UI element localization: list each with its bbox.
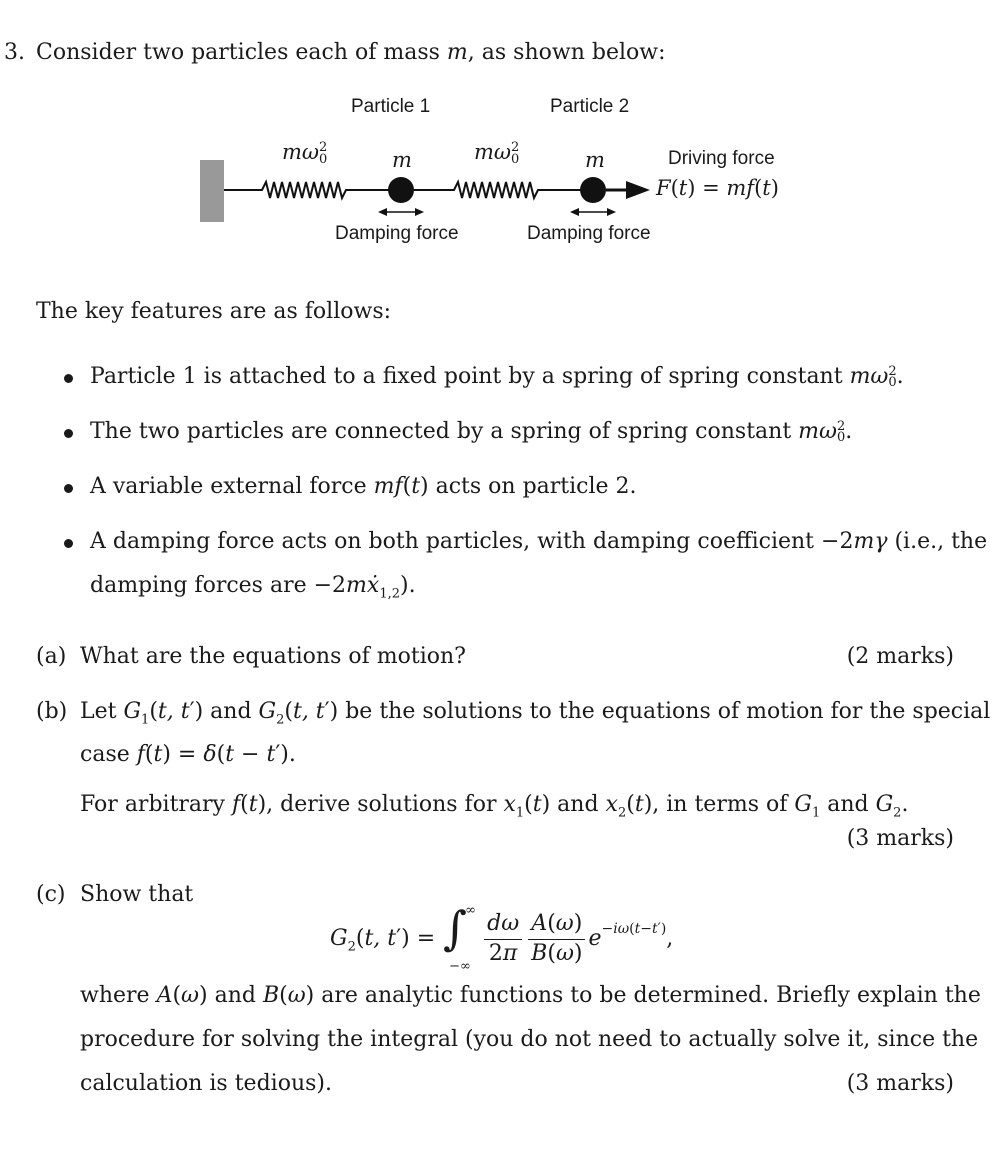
problem-number: 3.: [4, 40, 25, 65]
spring-2: [414, 182, 581, 198]
part-a-label: (a): [36, 644, 67, 669]
part-b-text-line2: case f(t) = δ(t − t′).: [80, 742, 296, 767]
mass2-label: m: [585, 148, 605, 172]
fixed-wall: [200, 160, 224, 222]
feature-4-line2: damping forces are −2mẋ$_{1,2}$).: [90, 573, 416, 602]
part-a-text: What are the equations of motion?: [80, 644, 466, 669]
part-c-text-line4: calculation is tedious).: [80, 1071, 332, 1096]
part-b-text-line3: For arbitrary f(t), derive solutions for $x_1(t)$ and $x_2(t)$, in terms of $G_1$ and $G_2$.: [80, 792, 909, 821]
particle-2: [580, 177, 606, 203]
part-c-equation: $G_2(t$, t′) = ∫ ∞ −∞ $\frac{d\omega}{2\pi}$ $\frac{A(\omega)}{B(\omega)}$ $e^{-i\omega(t-t')}$,: [330, 901, 674, 974]
mass1-label: m: [392, 148, 412, 172]
features-intro: The key features are as follows:: [36, 299, 392, 324]
particle1-label: Particle 1: [351, 96, 431, 117]
part-c-text-line3: procedure for solving the integral (you do not need to actually solve it, since the: [80, 1027, 979, 1052]
spring2-label: mω 2 0: [474, 140, 520, 167]
part-b-text-line1: Let $G_1(t$, t′) and $G_2(t$, t′) be the solutions to the equations of motion for the special: [80, 699, 991, 728]
damping-arrow-2: [570, 208, 616, 216]
spring1-label: mω 2 0: [282, 140, 328, 167]
part-c-label: (c): [36, 882, 66, 907]
diagram-graphics: [180, 90, 840, 250]
part-b-label: (b): [36, 699, 68, 724]
part-c-text-line1: Show that: [80, 882, 194, 907]
particle-diagram: [180, 90, 840, 250]
damping2-label: Damping force: [527, 223, 651, 244]
feature-1: Particle 1 is attached to a fixed point by a spring of spring constant mω 2 0 .: [90, 363, 904, 390]
particle2-label: Particle 2: [550, 96, 630, 117]
part-b-marks: (3 marks): [846, 826, 954, 851]
feature-4-line1: A damping force acts on both particles, with damping coefficient −2mγ (i.e., the: [90, 529, 988, 554]
driving-force-arrowhead: [626, 181, 650, 199]
part-c-text-line2: where A(ω) and B(ω) are analytic functions to be determined. Briefly explain the: [80, 983, 981, 1008]
feature-3: A variable external force mf(t) acts on particle 2.: [90, 474, 637, 499]
driving-force-label: Driving force: [668, 148, 775, 169]
bullet-2: [64, 429, 73, 438]
spring-1: [224, 182, 390, 198]
part-a-marks: (2 marks): [846, 644, 954, 669]
problem-intro: Consider two particles each of mass m, as shown below:: [36, 40, 666, 65]
damping-arrow-1: [378, 208, 424, 216]
damping1-label: Damping force: [335, 223, 459, 244]
bullet-1: [64, 374, 73, 383]
bullet-3: [64, 484, 73, 493]
feature-2: The two particles are connected by a spring of spring constant mω 2 0 .: [90, 418, 853, 445]
bullet-4: [64, 539, 73, 548]
particle-1: [388, 177, 414, 203]
part-c-marks: (3 marks): [846, 1071, 954, 1096]
driving-force-formula: F(t) = mf(t): [656, 176, 779, 200]
